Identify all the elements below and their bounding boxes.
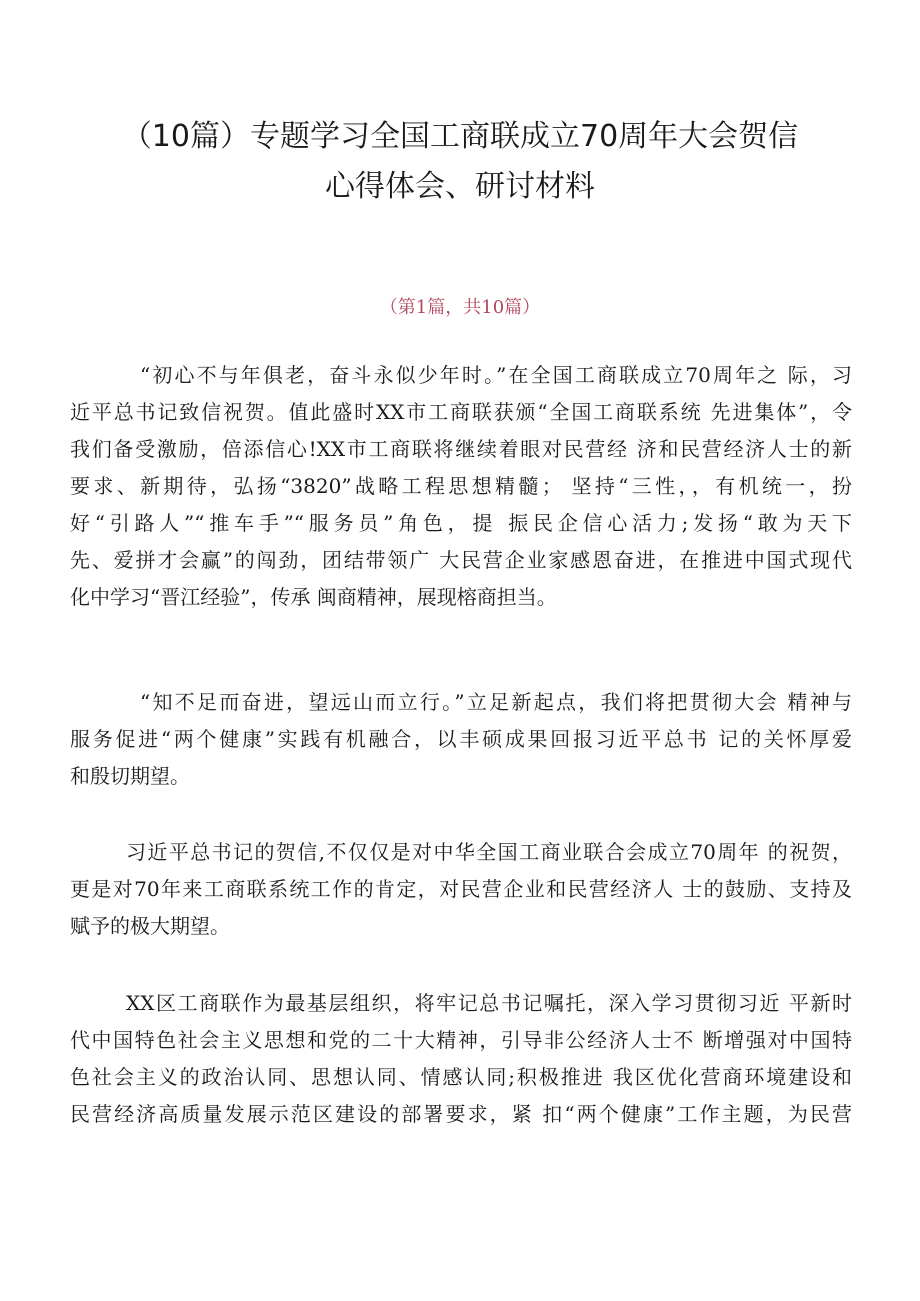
paragraph-line: 要求、新期待，弘扬“3820”战略工程思想精髓； 坚持“三性，，有机统一，扮 (70, 474, 852, 498)
paragraph-line: 服务促进“两个健康”实践有机融合，以丰硕成果回报习近平总书 记的关怀厚爱 (70, 727, 852, 751)
paragraph-line: 更是对70年来工商联系统工作的肯定，对民营企业和民营经济人 士的鼓励、支持及 (70, 877, 852, 901)
paragraph-line: 我们备受激励，倍添信心!XX市工商联将继续着眼对民营经 济和民营经济人士的新 (70, 437, 852, 461)
title-line-1: （10篇）专题学习全国工商联成立70周年大会贺信 (121, 119, 799, 154)
paragraph-line: “初心不与年俱老，奋斗永似少年时。”在全国工商联成立70周年之 际，习 (140, 363, 852, 387)
paragraph-2 (70, 684, 852, 795)
paragraph-line: 代中国特色社会主义思想和党的二十大精神，引导非公经济人士不 断增强对中国特 (70, 1028, 852, 1052)
paragraph-line: 化中学习“晋江经验”，传承 闽商精神，展现榕商担当。 (70, 585, 557, 609)
paragraph-line: 和殷切期望。 (70, 764, 190, 788)
paragraph-4 (70, 985, 852, 1133)
paragraph-1 (70, 357, 852, 616)
document-subtitle: （第1篇，共10篇） (379, 297, 541, 318)
paragraph-line: 习近平总书记的贺信,不仅仅是对中华全国工商业联合会成立70周年 的祝贺， (126, 840, 852, 864)
document-title (60, 112, 860, 212)
paragraph-line: “知不足而奋进，望远山而立行。”立足新起点，我们将把贯彻大会 精神与 (140, 690, 852, 714)
paragraph-line: 赋予的极大期望。 (70, 914, 230, 938)
paragraph-line: 民营经济高质量发展示范区建设的部署要求，紧 扣“两个健康”工作主题，为民营 (70, 1102, 852, 1126)
paragraph-line: XX区工商联作为最基层组织，将牢记总书记嘱托，深入学习贯彻习近 平新时 (126, 991, 852, 1015)
paragraph-line: 近平总书记致信祝贺。值此盛时XX市工商联获颁“全国工商联系统 先进集体”，令 (70, 400, 852, 424)
paragraph-line: 先、爱拼才会赢”的闯劲，团结带领广 大民营企业家感恩奋进，在推进中国式现代 (70, 548, 852, 572)
paragraph-line: 好“引路人”“推车手”“服务员”角色，提 振民企信心活力;发扬“敢为天下 (70, 511, 852, 535)
title-line-2: 心得体会、研讨材料 (325, 169, 595, 204)
paragraph-3 (70, 834, 852, 945)
paragraph-line: 色社会主义的政治认同、思想认同、情感认同;积极推进 我区优化营商环境建设和 (70, 1065, 852, 1089)
